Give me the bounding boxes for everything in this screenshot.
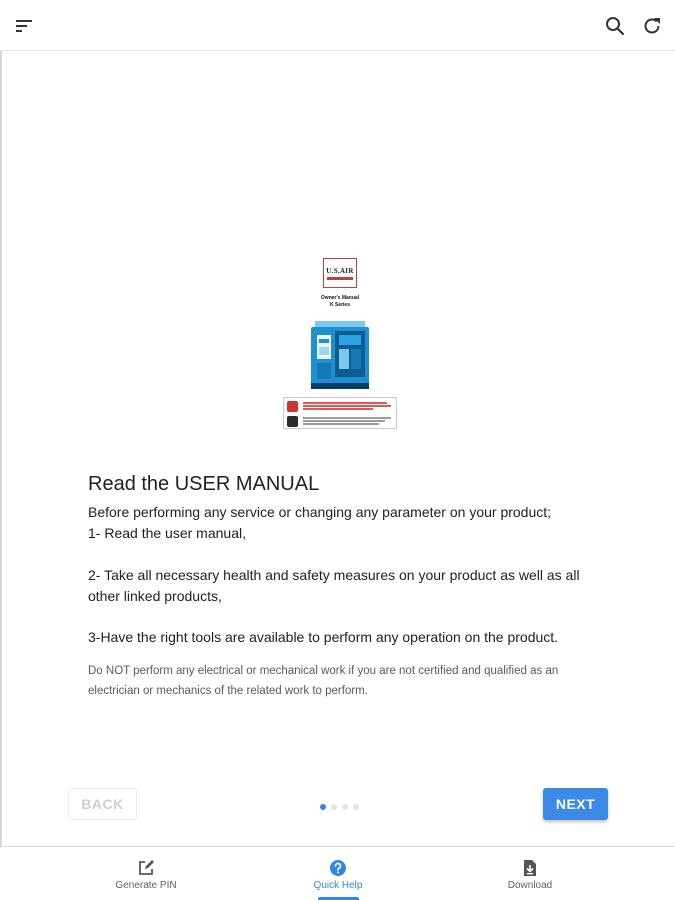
step-2-text: 2- Take all necessary health and safety measures on your product as well as all other linked products, xyxy=(88,567,580,604)
step-3-text: 3-Have the right tools are available to perform any operation on the product. xyxy=(88,629,559,645)
page-dot xyxy=(331,804,337,810)
back-button[interactable]: BACK xyxy=(68,788,137,820)
bottom-navigation xyxy=(0,846,675,900)
brand-logo-text: U.S.AIR xyxy=(326,266,354,275)
refresh-icon[interactable] xyxy=(637,11,667,41)
page-title: Read the USER MANUAL xyxy=(88,473,320,495)
sort-menu-icon[interactable] xyxy=(9,11,39,41)
next-button[interactable]: NEXT xyxy=(543,788,608,820)
manual-title-line2: K Series xyxy=(329,302,350,308)
edit-square-icon xyxy=(137,859,155,877)
manual-title-line1: Owner's Manual xyxy=(320,295,360,301)
page-dot-active xyxy=(320,804,326,810)
page-dot xyxy=(353,804,359,810)
compressor-machine-image xyxy=(309,317,371,391)
brand-logo xyxy=(323,258,357,288)
manual-cover-image xyxy=(281,255,399,431)
nav-label-generate-pin: Generate PIN xyxy=(115,880,177,891)
nav-label-download: Download xyxy=(507,880,553,891)
nav-label-quick-help: Quick Help xyxy=(313,880,363,891)
help-circle-icon xyxy=(329,859,347,877)
nav-generate-pin[interactable] xyxy=(100,847,192,900)
safety-warning-label xyxy=(283,397,397,429)
manual-book-icon xyxy=(287,416,298,427)
window-edge xyxy=(0,0,2,900)
nav-quick-help[interactable] xyxy=(292,847,384,900)
nav-download[interactable] xyxy=(484,847,576,900)
step-1-text: 1- Read the user manual, xyxy=(88,525,246,541)
page-dot xyxy=(342,804,348,810)
app-bar xyxy=(0,0,675,51)
warning-sign-icon xyxy=(287,401,298,412)
download-file-icon xyxy=(522,859,538,877)
search-icon[interactable] xyxy=(600,11,630,41)
page-indicator xyxy=(320,804,360,810)
disclaimer-note: Do NOT perform any electrical or mechanical work if you are not certified and qualified as an electrician or mechanics of the related work to perform. xyxy=(88,665,559,697)
manual-cover-title xyxy=(281,295,399,309)
brand-logo-bar xyxy=(327,277,353,280)
intro-text: Before performing any service or changing any parameter on your product; xyxy=(88,504,552,520)
